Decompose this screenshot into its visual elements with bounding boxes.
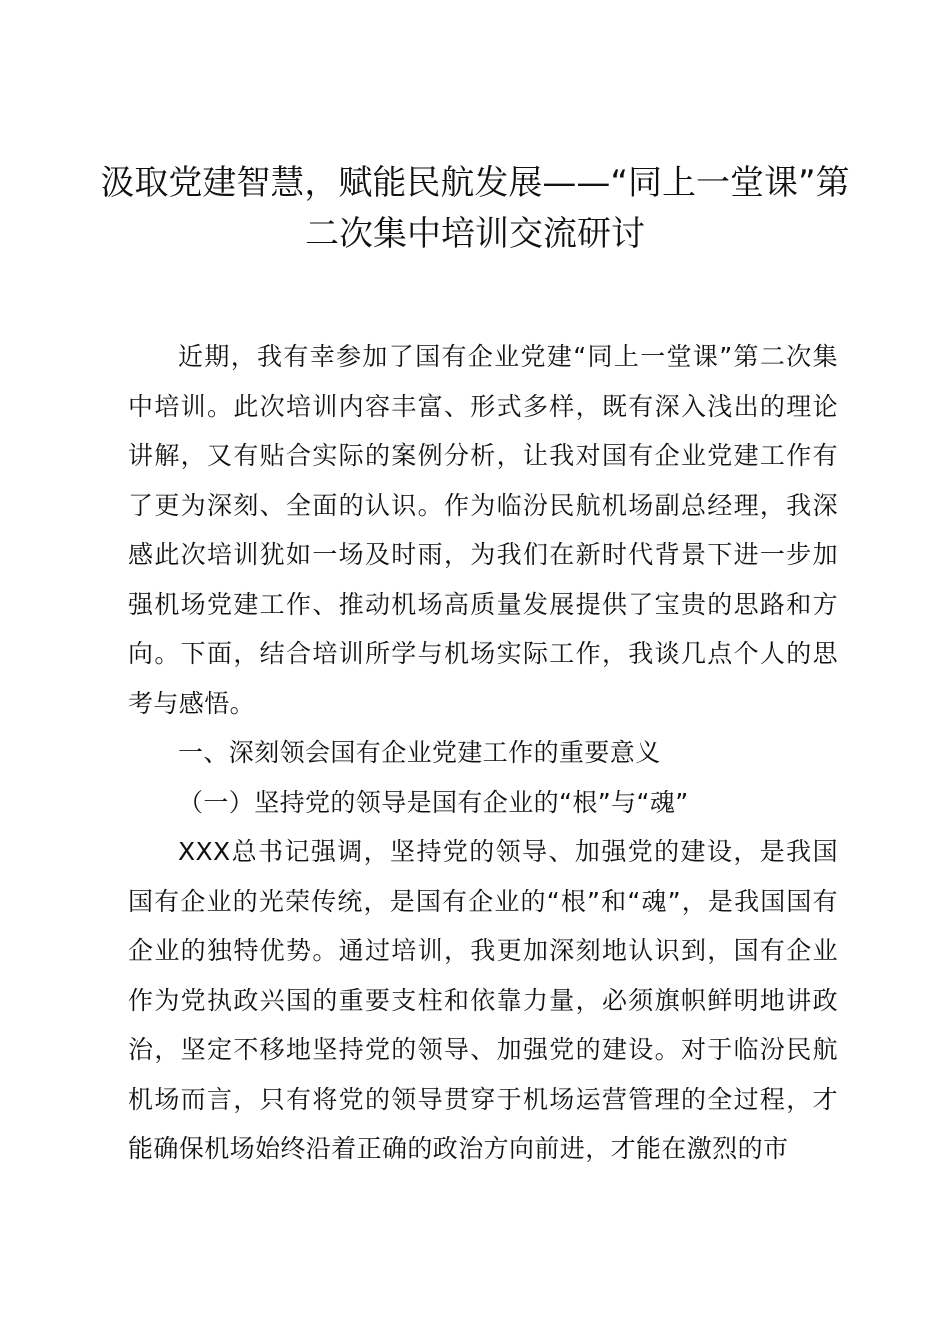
- body-paragraph: XXX总书记强调，坚持党的领导、加强党的建设，是我国国有企业的光荣传统，是国有企业的“根”和“魂”，是我国国有企业的独特优势。通过培训，我更加深刻地认识到，国有企业作为党执政兴国的重要支柱和依靠力量，必须旗帜鲜明地讲政治，坚定不移地坚持党的领导、加强党的建设。对于临汾民航机场而言，只有将党的领导贯穿于机场运营管理的全过程，才能确保机场始终沿着正确的政治方向前进，才能在激烈的市: [128, 837, 838, 1163]
- document-body: [128, 332, 838, 1174]
- subsection-heading: （一）坚持党的领导是国有企业的“根”与“魂”: [178, 787, 689, 817]
- document-title: 汲取党建智慧，赋能民航发展——“同上一堂课”第二次集中培训交流研讨: [100, 163, 850, 254]
- intro-paragraph: 近期，我有幸参加了国有企业党建“同上一堂课”第二次集中培训。此次培训内容丰富、形式多样，既有深入浅出的理论讲解，又有贴合实际的案例分析，让我对国有企业党建工作有了更为深刻、全面的认识。作为临汾民航机场副总经理，我深感此次培训犹如一场及时雨，为我们在新时代背景下进一步加强机场党建工作、推动机场高质量发展提供了宝贵的思路和方向。下面，结合培训所学与机场实际工作，我谈几点个人的思考与感悟。: [128, 342, 838, 718]
- section-heading: 一、深刻领会国有企业党建工作的重要意义: [178, 738, 661, 767]
